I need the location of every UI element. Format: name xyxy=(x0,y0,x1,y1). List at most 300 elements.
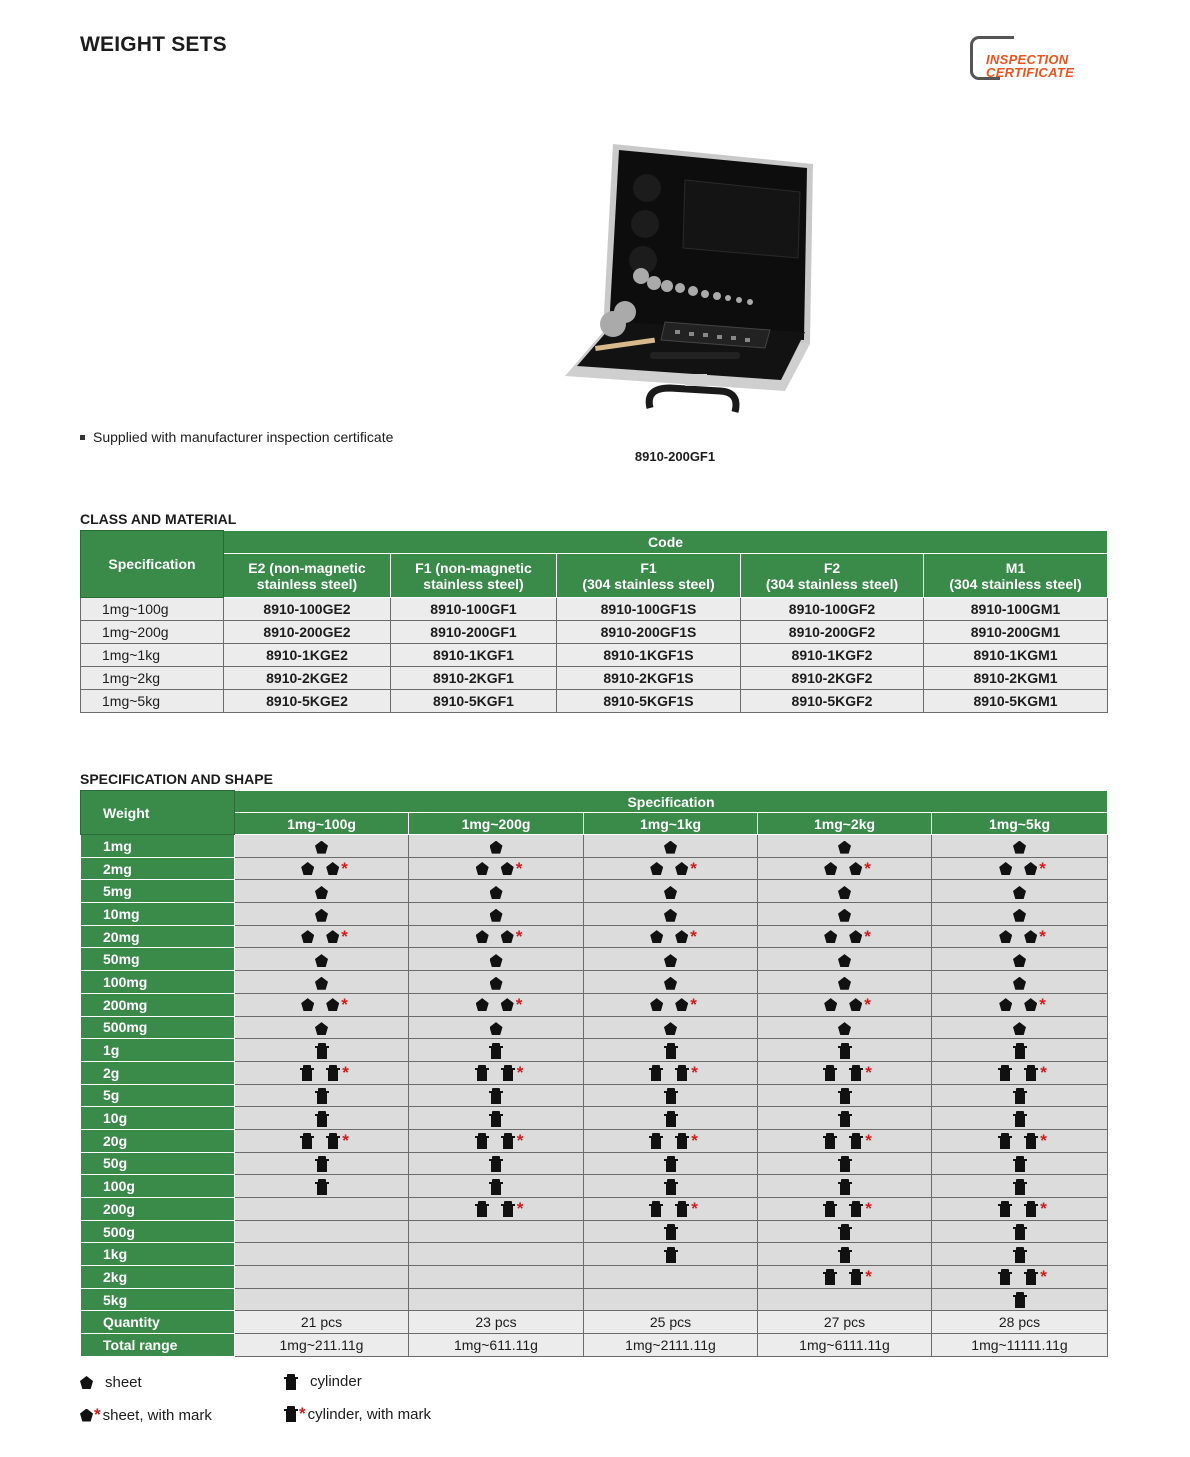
cylinder-icon xyxy=(1013,1247,1027,1263)
column-material: stainless steel) xyxy=(423,575,524,592)
mark-star-icon: * xyxy=(691,1130,698,1150)
specification-header: Specification xyxy=(81,531,224,598)
weight-header: Weight xyxy=(81,791,235,835)
shape-cell xyxy=(235,903,409,926)
legend-cylinder-mark xyxy=(280,1404,431,1424)
cylinder-icon xyxy=(501,1065,515,1081)
weight-label: 1mg xyxy=(81,835,235,858)
shape-cell xyxy=(758,971,932,994)
cylinder-icon xyxy=(475,1133,489,1149)
sheet-icon xyxy=(80,1409,93,1422)
quantity-cell: 21 pcs xyxy=(235,1311,409,1334)
table-row xyxy=(81,1152,1108,1175)
shape-cell xyxy=(235,1129,409,1152)
range-header: 1mg~1kg xyxy=(584,813,758,835)
mark-star-icon: * xyxy=(341,926,348,946)
weight-label: 1g xyxy=(81,1039,235,1062)
shape-cell xyxy=(235,993,409,1016)
shape-cell xyxy=(932,1016,1108,1039)
cylinder-icon xyxy=(315,1043,329,1059)
table-row xyxy=(81,1175,1108,1198)
mark-star-icon: * xyxy=(865,1130,872,1150)
inspection-note xyxy=(80,429,393,445)
shape-cell xyxy=(409,1220,584,1243)
sheet-icon xyxy=(1013,977,1026,990)
sheet-icon xyxy=(650,862,663,875)
sheet-icon xyxy=(650,930,663,943)
cylinder-icon xyxy=(489,1088,503,1104)
shape-cell xyxy=(235,880,409,903)
legend-cylinder xyxy=(280,1373,362,1390)
page-title: WEIGHT SETS xyxy=(80,33,227,56)
shape-cell xyxy=(758,1198,932,1221)
table-row xyxy=(81,1243,1108,1266)
shape-cell xyxy=(235,857,409,880)
legend-cylinder-mark-label: cylinder, with mark xyxy=(307,1405,431,1423)
spec-section-title: SPECIFICATION AND SHAPE xyxy=(80,771,273,787)
cylinder-icon xyxy=(649,1133,663,1149)
shape-cell xyxy=(409,1175,584,1198)
shape-cell xyxy=(409,1152,584,1175)
cylinder-icon xyxy=(1024,1065,1038,1081)
table-row xyxy=(81,971,1108,994)
table-row xyxy=(81,598,1108,621)
shape-cell xyxy=(409,1039,584,1062)
shape-cell xyxy=(758,1129,932,1152)
shape-cell xyxy=(758,1152,932,1175)
shape-cell xyxy=(584,1198,758,1221)
shape-cell xyxy=(932,835,1108,858)
column-class: F1 (non-magnetic xyxy=(415,559,532,576)
weight-label: 200mg xyxy=(81,993,235,1016)
mark-star-icon: * xyxy=(515,858,523,878)
photo-caption: 8910-200GF1 xyxy=(634,449,716,464)
shape-cell xyxy=(409,925,584,948)
mark-star-icon: * xyxy=(690,994,697,1014)
cylinder-icon xyxy=(1024,1133,1038,1149)
mark-star-icon: * xyxy=(865,1062,872,1082)
shape-cell xyxy=(409,1061,584,1084)
shape-cell xyxy=(235,1152,409,1175)
sheet-icon xyxy=(1013,954,1026,967)
code-cell: 8910-5KGM1 xyxy=(924,690,1108,713)
shape-cell xyxy=(584,903,758,926)
mark-star-icon: * xyxy=(1039,926,1046,946)
shape-cell xyxy=(584,880,758,903)
shape-cell xyxy=(584,1016,758,1039)
range-header: 1mg~100g xyxy=(235,813,409,835)
quantity-cell: 27 pcs xyxy=(758,1311,932,1334)
cylinder-icon xyxy=(326,1133,340,1149)
code-cell: 8910-200GF1 xyxy=(391,621,557,644)
cylinder-icon xyxy=(849,1201,863,1217)
sheet-icon xyxy=(1013,841,1026,854)
shape-cell xyxy=(409,857,584,880)
weight-label: 5g xyxy=(81,1084,235,1107)
shape-cell xyxy=(758,903,932,926)
cylinder-icon xyxy=(1013,1156,1027,1172)
shape-cell xyxy=(584,835,758,858)
code-column-header xyxy=(741,554,924,598)
sheet-icon xyxy=(501,930,514,943)
code-cell: 8910-200GF1S xyxy=(557,621,741,644)
total-range-cell: 1mg~2111.11g xyxy=(584,1334,758,1357)
sheet-icon xyxy=(301,930,314,943)
code-cell: 8910-1KGM1 xyxy=(924,644,1108,667)
weight-set-case-photo xyxy=(555,126,830,418)
weight-label: 20mg xyxy=(81,925,235,948)
sheet-icon xyxy=(490,841,503,854)
sheet-icon xyxy=(675,998,688,1011)
mark-star-icon: * xyxy=(691,1062,698,1082)
sheet-icon xyxy=(476,998,489,1011)
shape-cell xyxy=(758,1175,932,1198)
code-cell: 8910-2KGF1 xyxy=(391,667,557,690)
shape-cell xyxy=(758,1061,932,1084)
sheet-icon xyxy=(490,886,503,899)
cylinder-icon xyxy=(649,1065,663,1081)
shape-cell xyxy=(758,880,932,903)
sheet-icon xyxy=(664,909,677,922)
table-row xyxy=(81,880,1108,903)
table-row xyxy=(81,948,1108,971)
cylinder-icon xyxy=(649,1201,663,1217)
quantity-cell: 25 pcs xyxy=(584,1311,758,1334)
sheet-icon xyxy=(476,862,489,875)
code-column-header xyxy=(224,554,391,598)
sheet-icon xyxy=(1024,998,1037,1011)
code-cell: 8910-5KGF2 xyxy=(741,690,924,713)
column-material: (304 stainless steel) xyxy=(949,575,1082,592)
shape-cell xyxy=(932,1175,1108,1198)
shape-cell xyxy=(932,993,1108,1016)
cylinder-icon xyxy=(823,1201,837,1217)
sheet-icon xyxy=(315,977,328,990)
sheet-icon xyxy=(315,841,328,854)
table-row xyxy=(81,1107,1108,1130)
cylinder-icon xyxy=(501,1133,515,1149)
table-row xyxy=(81,667,1108,690)
code-cell: 8910-5KGF1 xyxy=(391,690,557,713)
sheet-icon xyxy=(315,909,328,922)
mark-star-icon: * xyxy=(299,1404,306,1423)
cylinder-icon xyxy=(489,1043,503,1059)
sheet-icon xyxy=(838,977,851,990)
sheet-icon xyxy=(849,930,862,943)
cylinder-icon xyxy=(675,1201,689,1217)
shape-cell xyxy=(932,1039,1108,1062)
class-section-title: CLASS AND MATERIAL xyxy=(80,511,237,527)
cylinder-icon xyxy=(315,1156,329,1172)
shape-cell xyxy=(584,971,758,994)
sheet-icon xyxy=(490,954,503,967)
column-class: F1 xyxy=(640,559,657,576)
sheet-icon xyxy=(501,998,514,1011)
mark-star-icon: * xyxy=(342,1130,349,1150)
sheet-icon xyxy=(1013,909,1026,922)
table-row xyxy=(81,1198,1108,1221)
cylinder-icon xyxy=(326,1065,340,1081)
shape-cell xyxy=(758,835,932,858)
badge-line-1: INSPECTION xyxy=(986,52,1069,67)
shape-cell xyxy=(758,857,932,880)
code-column-header xyxy=(557,554,741,598)
code-cell: 8910-2KGE2 xyxy=(224,667,391,690)
total-range-label: Total range xyxy=(81,1334,235,1357)
cylinder-icon xyxy=(838,1247,852,1263)
weight-label: 5kg xyxy=(81,1288,235,1311)
weight-label: 5mg xyxy=(81,880,235,903)
shape-cell xyxy=(235,971,409,994)
sheet-icon xyxy=(664,954,677,967)
column-material: (304 stainless steel) xyxy=(582,575,715,592)
shape-cell xyxy=(409,835,584,858)
table-row xyxy=(81,835,1108,858)
sheet-icon xyxy=(490,977,503,990)
range-header: 1mg~5kg xyxy=(932,813,1108,835)
spec-cell: 1mg~2kg xyxy=(81,667,224,690)
shape-cell xyxy=(932,1061,1108,1084)
cylinder-icon xyxy=(1013,1179,1027,1195)
sheet-icon xyxy=(490,909,503,922)
sheet-icon xyxy=(999,930,1012,943)
shape-cell xyxy=(235,1061,409,1084)
sheet-icon xyxy=(650,998,663,1011)
weight-label: 2g xyxy=(81,1061,235,1084)
total-range-row xyxy=(81,1334,1108,1357)
shape-cell xyxy=(235,1107,409,1130)
total-range-cell: 1mg~611.11g xyxy=(409,1334,584,1357)
code-column-header xyxy=(924,554,1108,598)
cylinder-icon xyxy=(315,1179,329,1195)
cylinder-icon xyxy=(838,1224,852,1240)
sheet-icon xyxy=(838,886,851,899)
mark-star-icon: * xyxy=(1039,858,1046,878)
shape-cell xyxy=(584,1288,758,1311)
total-range-cell: 1mg~211.11g xyxy=(235,1334,409,1357)
column-material: stainless steel) xyxy=(256,575,358,592)
sheet-icon xyxy=(999,862,1012,875)
cylinder-icon xyxy=(849,1133,863,1149)
column-class: E2 (non-magnetic xyxy=(248,559,366,576)
shape-cell xyxy=(584,1107,758,1130)
code-cell: 8910-200GM1 xyxy=(924,621,1108,644)
code-cell: 8910-200GF2 xyxy=(741,621,924,644)
table-row xyxy=(81,1084,1108,1107)
sheet-icon xyxy=(1024,930,1037,943)
column-class: F2 xyxy=(823,559,841,576)
inspection-certificate-badge xyxy=(970,36,1110,82)
cylinder-icon xyxy=(284,1374,298,1390)
range-header: 1mg~2kg xyxy=(758,813,932,835)
shape-cell xyxy=(235,1039,409,1062)
weight-label: 2mg xyxy=(81,857,235,880)
weight-label: 500mg xyxy=(81,1016,235,1039)
shape-cell xyxy=(758,925,932,948)
shape-cell xyxy=(758,1107,932,1130)
weight-label: 10g xyxy=(81,1107,235,1130)
shape-cell xyxy=(409,948,584,971)
code-header: Code xyxy=(224,531,1108,554)
shape-cell xyxy=(932,1266,1108,1289)
weight-label: 100mg xyxy=(81,971,235,994)
spec-cell: 1mg~100g xyxy=(81,598,224,621)
cylinder-icon xyxy=(838,1156,852,1172)
spec-shape-table xyxy=(80,790,1108,1357)
cylinder-icon xyxy=(489,1111,503,1127)
mark-star-icon: * xyxy=(864,994,871,1014)
shape-cell xyxy=(932,1220,1108,1243)
cylinder-icon xyxy=(998,1133,1012,1149)
cylinder-icon xyxy=(998,1065,1012,1081)
shape-cell xyxy=(758,1266,932,1289)
cylinder-icon xyxy=(475,1201,489,1217)
cylinder-icon xyxy=(838,1111,852,1127)
class-material-table xyxy=(80,530,1108,713)
column-material: (304 stainless steel) xyxy=(765,575,899,592)
table-row xyxy=(81,925,1108,948)
sheet-icon xyxy=(1024,862,1037,875)
shape-cell xyxy=(932,880,1108,903)
table-row xyxy=(81,1039,1108,1062)
code-cell: 8910-100GF1 xyxy=(391,598,557,621)
shape-cell xyxy=(409,1107,584,1130)
mark-star-icon: * xyxy=(516,1062,524,1082)
code-cell: 8910-1KGE2 xyxy=(224,644,391,667)
cylinder-icon xyxy=(489,1156,503,1172)
cylinder-icon xyxy=(664,1156,678,1172)
code-cell: 8910-2KGF1S xyxy=(557,667,741,690)
shape-cell xyxy=(584,948,758,971)
cylinder-icon xyxy=(675,1065,689,1081)
cylinder-icon xyxy=(1013,1292,1027,1308)
shape-cell xyxy=(235,1266,409,1289)
sheet-icon xyxy=(664,841,677,854)
shape-cell xyxy=(235,1288,409,1311)
table-row xyxy=(81,621,1108,644)
shape-cell xyxy=(758,1084,932,1107)
table-row xyxy=(81,1288,1108,1311)
shape-cell xyxy=(409,1243,584,1266)
mark-star-icon: * xyxy=(342,1062,349,1082)
code-cell: 8910-200GE2 xyxy=(224,621,391,644)
shape-cell xyxy=(235,1016,409,1039)
shape-cell xyxy=(932,925,1108,948)
sheet-icon xyxy=(315,954,328,967)
legend-sheet-label: sheet xyxy=(105,1374,142,1391)
sheet-icon xyxy=(824,930,837,943)
mark-star-icon: * xyxy=(864,926,871,946)
weight-label: 200g xyxy=(81,1198,235,1221)
cylinder-icon xyxy=(475,1065,489,1081)
spec-cell: 1mg~1kg xyxy=(81,644,224,667)
sheet-icon xyxy=(838,909,851,922)
mark-star-icon: * xyxy=(516,1198,524,1218)
shape-cell xyxy=(584,1084,758,1107)
code-cell: 8910-2KGF2 xyxy=(741,667,924,690)
mark-star-icon: * xyxy=(1040,1130,1047,1150)
cylinder-icon xyxy=(823,1269,837,1285)
mark-star-icon: * xyxy=(865,1266,872,1286)
shape-cell xyxy=(409,1129,584,1152)
cylinder-icon xyxy=(300,1133,314,1149)
shape-cell xyxy=(758,1243,932,1266)
legend-cylinder-label: cylinder xyxy=(310,1373,362,1390)
cylinder-icon xyxy=(315,1088,329,1104)
cylinder-icon xyxy=(664,1179,678,1195)
quantity-label: Quantity xyxy=(81,1311,235,1334)
cylinder-icon xyxy=(998,1269,1012,1285)
shape-cell xyxy=(235,1243,409,1266)
sheet-icon xyxy=(501,862,514,875)
cylinder-icon xyxy=(664,1111,678,1127)
cylinder-icon xyxy=(998,1201,1012,1217)
shape-cell xyxy=(409,1084,584,1107)
sheet-icon xyxy=(849,862,862,875)
table-row xyxy=(81,1129,1108,1152)
shape-cell xyxy=(932,1243,1108,1266)
shape-cell xyxy=(758,948,932,971)
code-cell: 8910-1KGF1 xyxy=(391,644,557,667)
sheet-icon xyxy=(1013,1022,1026,1035)
sheet-icon xyxy=(301,862,314,875)
quantity-cell: 23 pcs xyxy=(409,1311,584,1334)
shape-cell xyxy=(584,1129,758,1152)
sheet-icon xyxy=(80,1376,93,1389)
shape-cell xyxy=(409,971,584,994)
shape-cell xyxy=(584,1220,758,1243)
cylinder-icon xyxy=(300,1065,314,1081)
cylinder-icon xyxy=(489,1179,503,1195)
sheet-icon xyxy=(838,1022,851,1035)
weight-label: 10mg xyxy=(81,903,235,926)
mark-star-icon: * xyxy=(341,994,348,1014)
shape-cell xyxy=(409,903,584,926)
cylinder-icon xyxy=(501,1201,515,1217)
shape-cell xyxy=(235,1198,409,1221)
shape-cell xyxy=(584,1175,758,1198)
table-row xyxy=(81,690,1108,713)
shape-cell xyxy=(584,1152,758,1175)
code-cell: 8910-5KGE2 xyxy=(224,690,391,713)
cylinder-icon xyxy=(823,1133,837,1149)
shape-cell xyxy=(584,1266,758,1289)
table-row xyxy=(81,903,1108,926)
shape-cell xyxy=(932,1288,1108,1311)
shape-cell xyxy=(409,1198,584,1221)
shape-cell xyxy=(409,1016,584,1039)
code-column-header xyxy=(391,554,557,598)
weight-label: 50g xyxy=(81,1152,235,1175)
shape-cell xyxy=(584,993,758,1016)
shape-cell xyxy=(235,1220,409,1243)
shape-cell xyxy=(932,1107,1108,1130)
shape-cell xyxy=(932,857,1108,880)
sheet-icon xyxy=(490,1022,503,1035)
mark-star-icon: * xyxy=(515,994,523,1014)
mark-star-icon: * xyxy=(94,1405,101,1424)
spec-header: Specification xyxy=(235,791,1108,813)
table-row xyxy=(81,993,1108,1016)
cylinder-icon xyxy=(664,1043,678,1059)
column-class: M1 xyxy=(1005,559,1026,576)
sheet-icon xyxy=(301,998,314,1011)
quantity-cell: 28 pcs xyxy=(932,1311,1108,1334)
cylinder-icon xyxy=(838,1088,852,1104)
cylinder-icon xyxy=(838,1043,852,1059)
sheet-icon xyxy=(326,862,339,875)
cylinder-icon xyxy=(849,1065,863,1081)
